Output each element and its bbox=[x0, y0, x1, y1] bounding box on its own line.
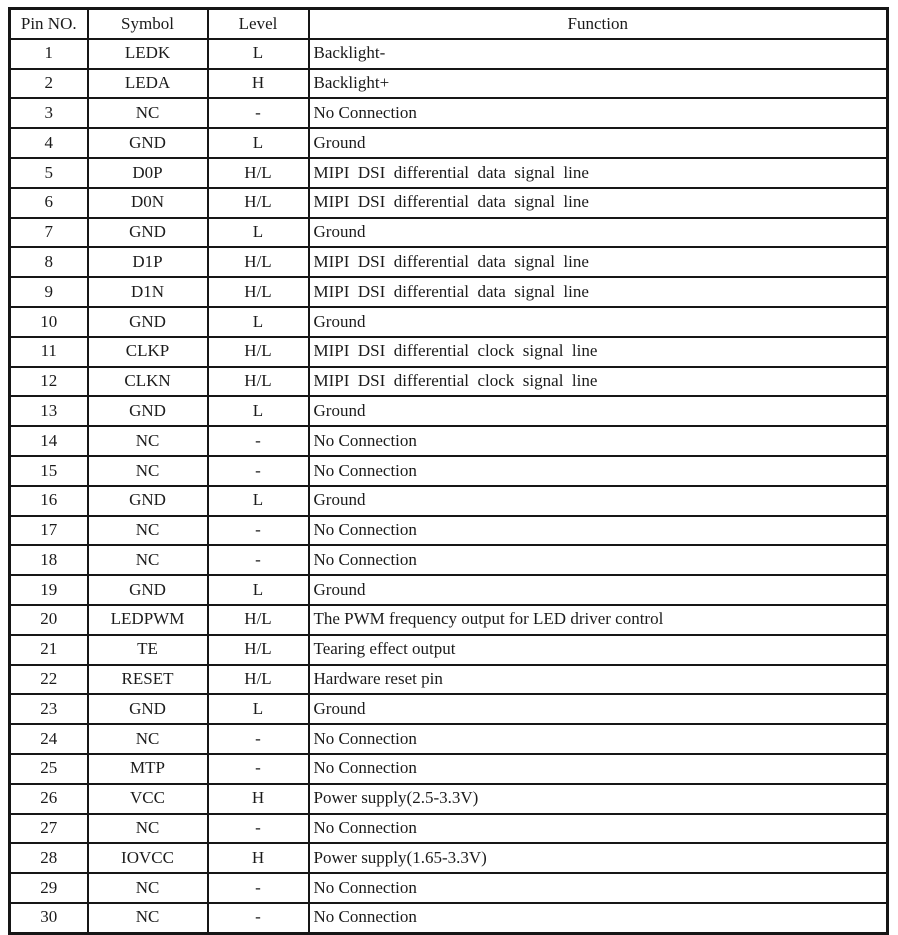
pin-no-cell: 29 bbox=[10, 873, 88, 903]
function-cell: MIPI DSI differential clock signal line bbox=[309, 367, 888, 397]
level-cell: H/L bbox=[208, 367, 309, 397]
symbol-cell: NC bbox=[88, 873, 208, 903]
function-cell: Backlight+ bbox=[309, 69, 888, 99]
symbol-cell: NC bbox=[88, 456, 208, 486]
function-cell: Ground bbox=[309, 575, 888, 605]
table-row bbox=[10, 337, 888, 367]
header-function: Function bbox=[309, 9, 888, 39]
symbol-cell: NC bbox=[88, 98, 208, 128]
level-cell: H/L bbox=[208, 158, 309, 188]
pin-table-body bbox=[10, 39, 888, 933]
level-cell: L bbox=[208, 694, 309, 724]
pin-no-cell: 21 bbox=[10, 635, 88, 665]
level-cell: - bbox=[208, 814, 309, 844]
table-row bbox=[10, 784, 888, 814]
table-row bbox=[10, 69, 888, 99]
function-cell: Backlight- bbox=[309, 39, 888, 69]
level-cell: L bbox=[208, 307, 309, 337]
level-cell: H bbox=[208, 69, 309, 99]
level-cell: L bbox=[208, 218, 309, 248]
pin-no-cell: 17 bbox=[10, 516, 88, 546]
function-cell: No Connection bbox=[309, 545, 888, 575]
symbol-cell: D0N bbox=[88, 188, 208, 218]
level-cell: - bbox=[208, 545, 309, 575]
pin-no-cell: 25 bbox=[10, 754, 88, 784]
function-cell: MIPI DSI differential data signal line bbox=[309, 247, 888, 277]
function-cell: No Connection bbox=[309, 873, 888, 903]
function-cell: Ground bbox=[309, 307, 888, 337]
table-row bbox=[10, 903, 888, 933]
symbol-cell: D1P bbox=[88, 247, 208, 277]
function-cell: MIPI DSI differential data signal line bbox=[309, 158, 888, 188]
symbol-cell: NC bbox=[88, 814, 208, 844]
level-cell: L bbox=[208, 486, 309, 516]
symbol-cell: MTP bbox=[88, 754, 208, 784]
table-row bbox=[10, 575, 888, 605]
level-cell: L bbox=[208, 396, 309, 426]
level-cell: L bbox=[208, 128, 309, 158]
function-cell: MIPI DSI differential data signal line bbox=[309, 188, 888, 218]
level-cell: H/L bbox=[208, 277, 309, 307]
function-cell: No Connection bbox=[309, 754, 888, 784]
table-row bbox=[10, 158, 888, 188]
header-symbol: Symbol bbox=[88, 9, 208, 39]
pin-no-cell: 12 bbox=[10, 367, 88, 397]
symbol-cell: GND bbox=[88, 218, 208, 248]
function-cell: Ground bbox=[309, 694, 888, 724]
symbol-cell: CLKN bbox=[88, 367, 208, 397]
table-header-row bbox=[10, 9, 888, 39]
pin-no-cell: 23 bbox=[10, 694, 88, 724]
pin-no-cell: 6 bbox=[10, 188, 88, 218]
level-cell: H/L bbox=[208, 247, 309, 277]
symbol-cell: LEDPWM bbox=[88, 605, 208, 635]
level-cell: - bbox=[208, 873, 309, 903]
pin-no-cell: 5 bbox=[10, 158, 88, 188]
function-cell: The PWM frequency output for LED driver control bbox=[309, 605, 888, 635]
pin-no-cell: 30 bbox=[10, 903, 88, 933]
table-row bbox=[10, 605, 888, 635]
symbol-cell: TE bbox=[88, 635, 208, 665]
table-row bbox=[10, 545, 888, 575]
table-row bbox=[10, 724, 888, 754]
level-cell: H/L bbox=[208, 337, 309, 367]
table-row bbox=[10, 247, 888, 277]
table-row bbox=[10, 307, 888, 337]
pin-no-cell: 3 bbox=[10, 98, 88, 128]
symbol-cell: D0P bbox=[88, 158, 208, 188]
level-cell: H/L bbox=[208, 665, 309, 695]
function-cell: No Connection bbox=[309, 814, 888, 844]
symbol-cell: NC bbox=[88, 545, 208, 575]
table-row bbox=[10, 665, 888, 695]
symbol-cell: IOVCC bbox=[88, 843, 208, 873]
symbol-cell: CLKP bbox=[88, 337, 208, 367]
level-cell: - bbox=[208, 456, 309, 486]
symbol-cell: LEDK bbox=[88, 39, 208, 69]
level-cell: - bbox=[208, 426, 309, 456]
level-cell: H/L bbox=[208, 635, 309, 665]
function-cell: MIPI DSI differential clock signal line bbox=[309, 337, 888, 367]
symbol-cell: LEDA bbox=[88, 69, 208, 99]
function-cell: Power supply(1.65-3.3V) bbox=[309, 843, 888, 873]
table-row bbox=[10, 218, 888, 248]
pin-no-cell: 9 bbox=[10, 277, 88, 307]
symbol-cell: NC bbox=[88, 724, 208, 754]
level-cell: H/L bbox=[208, 605, 309, 635]
function-cell: No Connection bbox=[309, 516, 888, 546]
function-cell: Ground bbox=[309, 486, 888, 516]
pin-no-cell: 15 bbox=[10, 456, 88, 486]
pin-no-cell: 10 bbox=[10, 307, 88, 337]
symbol-cell: D1N bbox=[88, 277, 208, 307]
function-cell: Ground bbox=[309, 128, 888, 158]
table-row bbox=[10, 456, 888, 486]
pin-no-cell: 13 bbox=[10, 396, 88, 426]
pin-no-cell: 18 bbox=[10, 545, 88, 575]
level-cell: H/L bbox=[208, 188, 309, 218]
table-row bbox=[10, 873, 888, 903]
table-row bbox=[10, 516, 888, 546]
table-row bbox=[10, 635, 888, 665]
symbol-cell: VCC bbox=[88, 784, 208, 814]
function-cell: MIPI DSI differential data signal line bbox=[309, 277, 888, 307]
pin-no-cell: 26 bbox=[10, 784, 88, 814]
pin-no-cell: 28 bbox=[10, 843, 88, 873]
level-cell: - bbox=[208, 98, 309, 128]
pin-no-cell: 16 bbox=[10, 486, 88, 516]
symbol-cell: GND bbox=[88, 307, 208, 337]
pin-no-cell: 7 bbox=[10, 218, 88, 248]
symbol-cell: NC bbox=[88, 903, 208, 933]
level-cell: - bbox=[208, 754, 309, 784]
table-row bbox=[10, 814, 888, 844]
pin-no-cell: 19 bbox=[10, 575, 88, 605]
function-cell: No Connection bbox=[309, 903, 888, 933]
pin-no-cell: 24 bbox=[10, 724, 88, 754]
pin-no-cell: 4 bbox=[10, 128, 88, 158]
level-cell: L bbox=[208, 575, 309, 605]
table-row bbox=[10, 843, 888, 873]
pin-no-cell: 2 bbox=[10, 69, 88, 99]
header-level: Level bbox=[208, 9, 309, 39]
table-row bbox=[10, 188, 888, 218]
table-row bbox=[10, 426, 888, 456]
function-cell: Hardware reset pin bbox=[309, 665, 888, 695]
function-cell: Power supply(2.5-3.3V) bbox=[309, 784, 888, 814]
function-cell: Tearing effect output bbox=[309, 635, 888, 665]
table-row bbox=[10, 39, 888, 69]
symbol-cell: GND bbox=[88, 575, 208, 605]
pin-assignment-table bbox=[8, 7, 889, 935]
table-row bbox=[10, 367, 888, 397]
level-cell: - bbox=[208, 516, 309, 546]
symbol-cell: GND bbox=[88, 128, 208, 158]
table-row bbox=[10, 277, 888, 307]
function-cell: Ground bbox=[309, 218, 888, 248]
symbol-cell: RESET bbox=[88, 665, 208, 695]
table-row bbox=[10, 694, 888, 724]
pin-no-cell: 14 bbox=[10, 426, 88, 456]
level-cell: H bbox=[208, 784, 309, 814]
level-cell: - bbox=[208, 903, 309, 933]
level-cell: H bbox=[208, 843, 309, 873]
pin-no-cell: 27 bbox=[10, 814, 88, 844]
level-cell: L bbox=[208, 39, 309, 69]
header-pin-no: Pin NO. bbox=[10, 9, 88, 39]
table-row bbox=[10, 396, 888, 426]
function-cell: No Connection bbox=[309, 456, 888, 486]
symbol-cell: GND bbox=[88, 694, 208, 724]
function-cell: No Connection bbox=[309, 426, 888, 456]
pin-no-cell: 20 bbox=[10, 605, 88, 635]
level-cell: - bbox=[208, 724, 309, 754]
symbol-cell: NC bbox=[88, 516, 208, 546]
table-row bbox=[10, 486, 888, 516]
pin-no-cell: 1 bbox=[10, 39, 88, 69]
symbol-cell: GND bbox=[88, 396, 208, 426]
pin-no-cell: 22 bbox=[10, 665, 88, 695]
pin-no-cell: 8 bbox=[10, 247, 88, 277]
function-cell: No Connection bbox=[309, 724, 888, 754]
pin-no-cell: 11 bbox=[10, 337, 88, 367]
function-cell: Ground bbox=[309, 396, 888, 426]
table-row bbox=[10, 754, 888, 784]
symbol-cell: NC bbox=[88, 426, 208, 456]
symbol-cell: GND bbox=[88, 486, 208, 516]
function-cell: No Connection bbox=[309, 98, 888, 128]
table-row bbox=[10, 98, 888, 128]
table-row bbox=[10, 128, 888, 158]
